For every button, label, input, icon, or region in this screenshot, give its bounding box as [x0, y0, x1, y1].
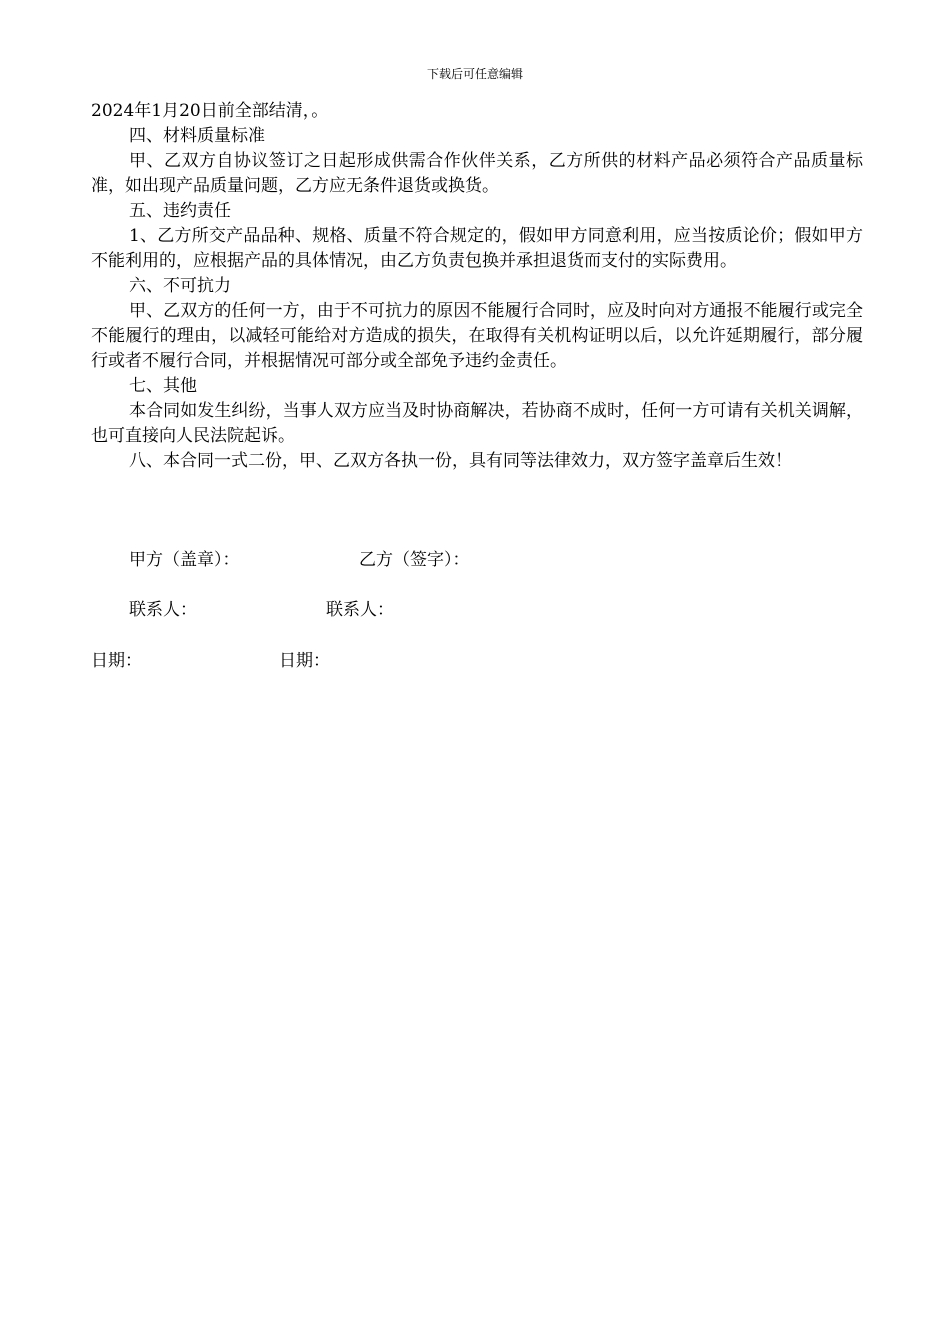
section-heading-force-majeure: 六、不可抗力: [129, 276, 231, 296]
party-b-contact-label: 联系人：: [326, 600, 394, 620]
party-a-contact-label: 联系人：: [129, 600, 197, 620]
paragraph-disputes: 本合同如发生纠纷，当事人双方应当及时协商解决，若协商不成时，任何一方可请有关机关调解，也可直接向人民法院起诉。: [91, 401, 863, 446]
paragraph-liability: 1、乙方所交产品品种、规格、质量不符合规定的，假如甲方同意利用，应当按质论价；假如甲方不能利用的，应根据产品的具体情况，由乙方负责包换并承担退货而支付的实际费用。: [91, 226, 863, 271]
paragraph-payment-deadline: 2024年1月20日前全部结清，。: [91, 101, 329, 121]
signature-row-date: [0, 649, 950, 674]
party-a-seal-label: 甲方（盖章）：: [129, 550, 240, 570]
signature-row-contact: [0, 598, 950, 623]
party-a-date-label: 日期：: [91, 651, 142, 671]
section-heading-other: 七、其他: [129, 376, 197, 396]
party-b-sign-label: 乙方（签字）：: [359, 550, 470, 570]
paragraph-copies: 八、本合同一式二份，甲、乙双方各执一份，具有同等法律效力，双方签字盖章后生效！: [129, 451, 792, 471]
paragraph-force-majeure: 甲、乙双方的任何一方，由于不可抗力的原因不能履行合同时，应及时向对方通报不能履行或完全不能履行的理由，以减轻可能给对方造成的损失，在取得有关机构证明以后，以允许延期履行，部分履行或者不履行合同，并根据情况可部分或全部免予违约金责任。: [91, 301, 863, 371]
section-heading-liability: 五、违约责任: [129, 201, 231, 221]
party-b-date-label: 日期：: [279, 651, 330, 671]
page-header: 下载后可任意编辑: [426, 67, 523, 81]
paragraph-quality: 甲、乙双方自协议签订之日起形成供需合作伙伴关系，乙方所供的材料产品必须符合产品质量标准，如出现产品质量问题，乙方应无条件退货或换货。: [91, 151, 863, 196]
document-body: [91, 99, 863, 474]
section-heading-quality: 四、材料质量标准: [129, 126, 265, 146]
signature-row-seal: [0, 548, 950, 573]
